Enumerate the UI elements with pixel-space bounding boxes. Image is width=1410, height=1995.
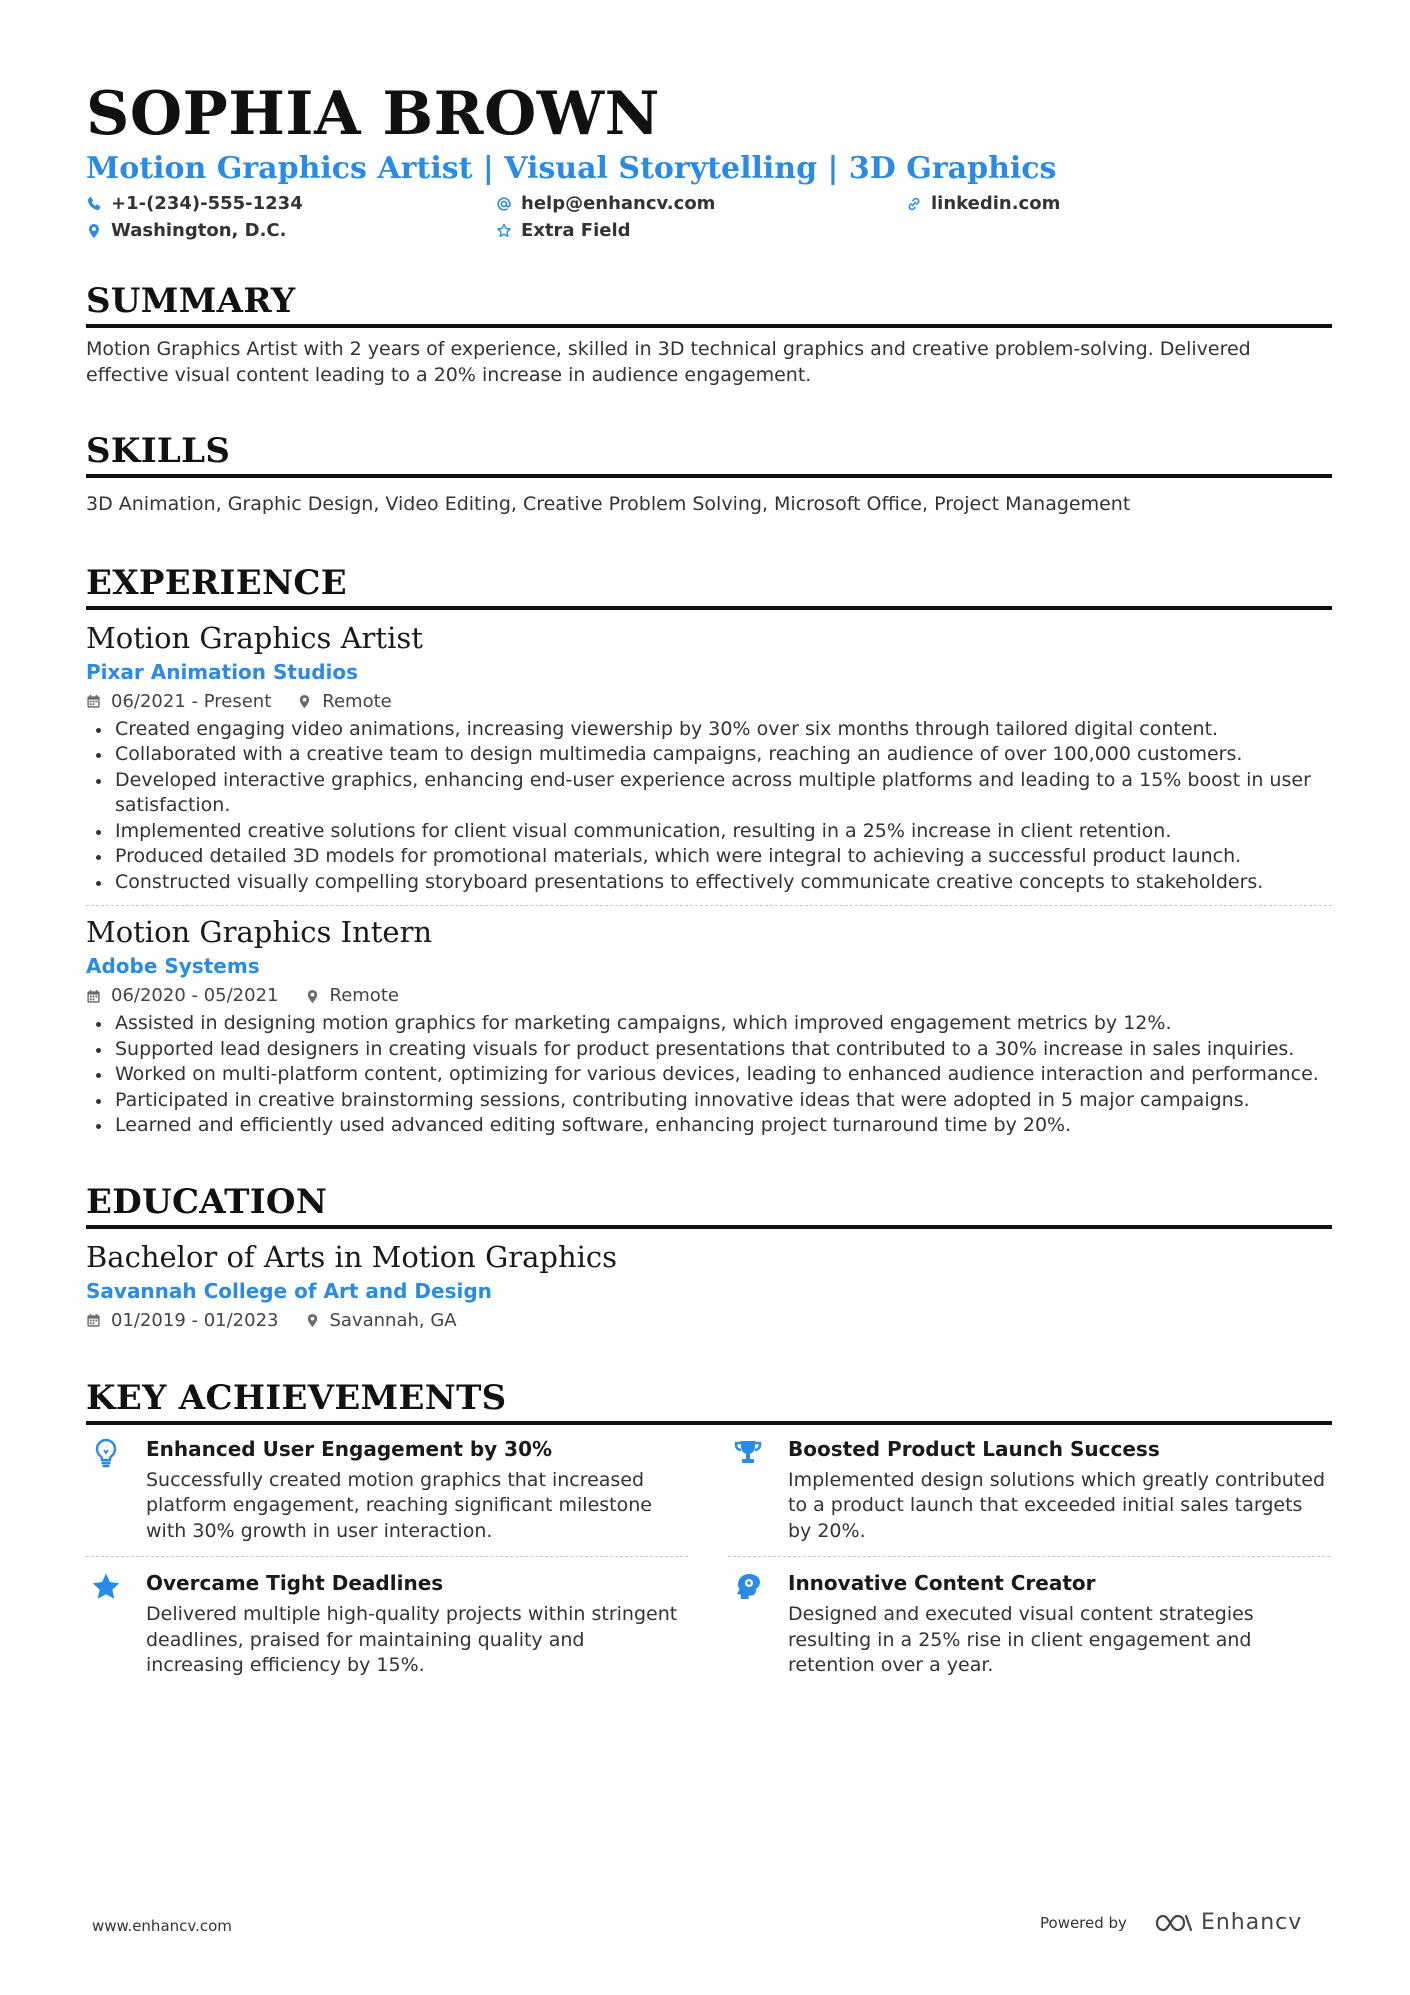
company-name[interactable]: Adobe Systems (86, 954, 260, 978)
resume-page (86, 78, 1332, 1679)
bullet-item: Learned and efficiently used advanced editing software, enhancing project turnaround time by 20%. (86, 1113, 1332, 1139)
calendar-icon (86, 989, 101, 1004)
education-dates: 01/2019 - 01/2023 (111, 1309, 279, 1331)
location-pin-icon (297, 694, 312, 709)
achievements-divider-row (86, 1556, 1332, 1557)
achievements-grid (86, 1569, 1332, 1679)
achievement-item (728, 1435, 1330, 1545)
achievement-title: Boosted Product Launch Success (788, 1436, 1160, 1461)
achievement-title: Overcame Tight Deadlines (146, 1571, 444, 1595)
entry-divider (728, 1556, 1330, 1557)
summary-text: Motion Graphics Artist with 2 years of experience, skilled in 3D technical graphics and creative problem-solving. Delivered effective visual content leading to a 20% increase in audience engagement. (86, 338, 1251, 386)
trophy-icon (732, 1437, 764, 1469)
achievement-title: Innovative Content Creator (788, 1571, 1096, 1595)
achievements-grid (86, 1435, 1332, 1545)
enhancv-logo-icon (1153, 1911, 1195, 1935)
headline: Motion Graphics Artist | Visual Storytelling | 3D Graphics (86, 151, 1057, 186)
entry-divider (86, 905, 1332, 906)
achievements-title: KEY ACHIEVEMENTS (86, 1377, 507, 1418)
achievement-desc: Designed and executed visual content strategies resulting in a 25% rise in client engagement and retention over a year. (788, 1603, 1254, 1676)
job-dates: 06/2020 - 05/2021 (111, 985, 279, 1006)
job-dates: 06/2021 - Present (111, 690, 272, 712)
job-entry (86, 620, 1332, 896)
job-location: Remote (322, 690, 392, 712)
job-entry (86, 914, 1332, 1139)
contact-extra (496, 219, 906, 242)
calendar-icon (86, 1313, 101, 1328)
linkedin-text: linkedin.com (931, 193, 1061, 214)
phone-icon (86, 196, 102, 212)
job-meta (86, 690, 1332, 714)
section-divider (86, 1421, 1332, 1425)
link-icon (906, 196, 922, 212)
bullet-item: Participated in creative brainstorming sessions, contributing innovative ideas that were adopted in 5 major campaigns. (86, 1088, 1332, 1114)
contact-location (86, 219, 496, 242)
calendar-icon (86, 694, 101, 709)
contact-info (86, 192, 1332, 242)
head-idea-icon (732, 1571, 764, 1603)
experience-section (86, 562, 1332, 1139)
achievements-section (86, 1377, 1332, 1679)
achievement-item (728, 1569, 1330, 1679)
section-divider (86, 606, 1332, 610)
job-location: Remote (329, 985, 399, 1006)
bullet-item: Produced detailed 3D models for promotional materials, which were integral to achieving a successful product launch. (86, 844, 1332, 870)
extra-text: Extra Field (521, 220, 631, 241)
summary-section (86, 280, 1332, 388)
bullet-item: Assisted in designing motion graphics for marketing campaigns, which improved engagement metrics by 12%. (86, 1011, 1332, 1037)
job-title: Motion Graphics Intern (86, 915, 433, 949)
skills-section (86, 430, 1332, 518)
location-pin-icon (305, 1313, 320, 1328)
job-bullets (86, 1011, 1332, 1139)
skills-text: 3D Animation, Graphic Design, Video Editing, Creative Problem Solving, Microsoft Office, Project Management (86, 493, 1131, 515)
contact-linkedin[interactable] (906, 192, 1332, 215)
location-text: Washington, D.C. (111, 220, 287, 241)
bullet-item: Developed interactive graphics, enhancing end-user experience across multiple platforms and leading to a 15% boost in user satisfaction. (86, 768, 1332, 819)
school-name[interactable]: Savannah College of Art and Design (86, 1278, 492, 1303)
entry-divider (86, 1556, 688, 1557)
location-pin-icon (305, 989, 320, 1004)
achievement-item (86, 1435, 688, 1545)
achievement-title: Enhanced User Engagement by 30% (146, 1436, 553, 1461)
education-section (86, 1181, 1332, 1333)
powered-by-label: Powered by (1040, 1913, 1127, 1932)
star-icon (90, 1571, 122, 1603)
bullet-item: Collaborated with a creative team to design multimedia campaigns, reaching an audience of over 100,000 customers. (86, 742, 1332, 768)
candidate-name: SOPHIA BROWN (86, 79, 660, 149)
job-bullets (86, 717, 1332, 896)
achievement-item (86, 1569, 688, 1679)
education-title: EDUCATION (86, 1181, 328, 1222)
location-pin-icon (86, 223, 102, 239)
star-outline-icon (496, 223, 512, 239)
education-entry (86, 1239, 1332, 1333)
experience-title: EXPERIENCE (86, 562, 347, 603)
footer-branding (1040, 1910, 1302, 1935)
bullet-item: Constructed visually compelling storyboard presentations to effectively communicate creative concepts to stakeholders. (86, 870, 1332, 896)
brand-name: Enhancv (1200, 1910, 1303, 1935)
education-location: Savannah, GA (329, 1309, 457, 1331)
skills-title: SKILLS (86, 431, 231, 471)
brand-logo[interactable] (1153, 1910, 1302, 1935)
at-icon (496, 196, 512, 212)
footer-website[interactable]: www.enhancv.com (92, 1917, 232, 1935)
phone-text: +1-(234)-555-1234 (111, 193, 303, 214)
achievement-desc: Delivered multiple high-quality projects within stringent deadlines, praised for maintaining quality and increasing efficiency by 15%. (146, 1603, 678, 1676)
contact-phone[interactable] (86, 192, 496, 215)
summary-title: SUMMARY (86, 281, 296, 321)
email-text: help@enhancv.com (521, 193, 716, 214)
job-meta (86, 984, 1332, 1008)
section-divider (86, 474, 1332, 478)
bullet-item: Worked on multi-platform content, optimizing for various devices, leading to enhanced audience interaction and performance. (86, 1062, 1332, 1088)
contact-email[interactable] (496, 192, 906, 215)
degree-title: Bachelor of Arts in Motion Graphics (86, 1239, 618, 1274)
achievement-desc: Successfully created motion graphics that increased platform engagement, reaching significant milestone with 30% growth in user interaction. (146, 1468, 652, 1542)
lightbulb-icon (90, 1437, 122, 1469)
achievement-desc: Implemented design solutions which greatly contributed to a product launch that exceeded initial sales targets by 20%. (788, 1468, 1326, 1542)
bullet-item: Implemented creative solutions for client visual communication, resulting in a 25% increase in client retention. (86, 819, 1332, 845)
company-name[interactable]: Pixar Animation Studios (86, 659, 359, 684)
education-meta (86, 1309, 1332, 1333)
job-title: Motion Graphics Artist (86, 620, 423, 655)
section-divider (86, 324, 1332, 328)
section-divider (86, 1225, 1332, 1229)
bullet-item: Supported lead designers in creating visuals for product presentations that contributed to a 30% increase in sales inquiries. (86, 1037, 1332, 1063)
bullet-item: Created engaging video animations, increasing viewership by 30% over six months through tailored digital content. (86, 717, 1332, 743)
